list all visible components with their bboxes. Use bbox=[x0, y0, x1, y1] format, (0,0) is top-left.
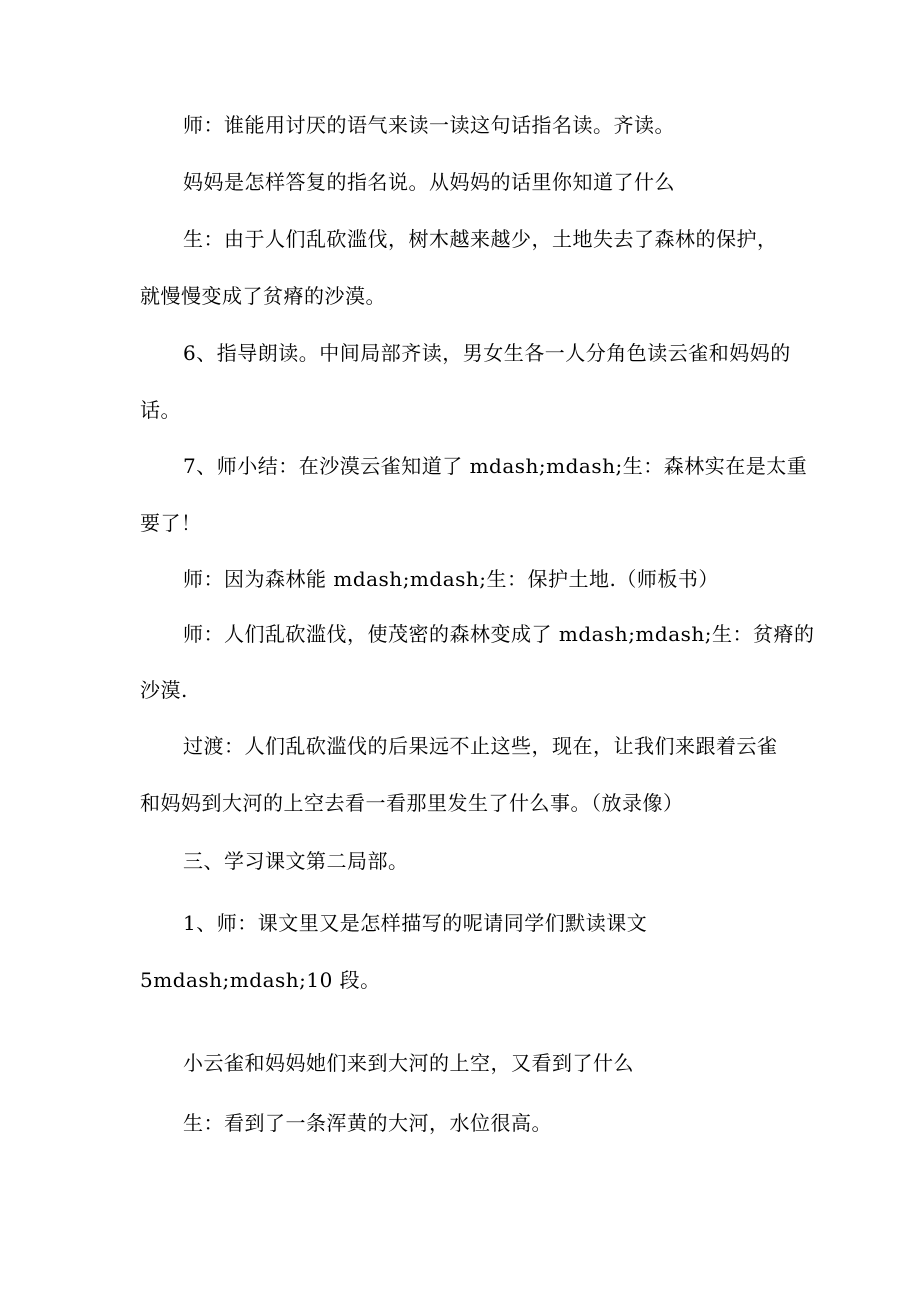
paragraph-line: 和妈妈到大河的上空去看一看那里发生了什么事。（放录像） bbox=[140, 791, 684, 815]
paragraph-line: 生：由于人们乱砍滥伐，树木越来越少，土地失去了森林的保护， bbox=[183, 227, 778, 251]
paragraph-line: 话。 bbox=[140, 398, 181, 422]
paragraph-line: 小云雀和妈妈她们来到大河的上空，又看到了什么 bbox=[183, 1051, 634, 1075]
paragraph-line: 沙漠. bbox=[140, 678, 188, 702]
paragraph-line: 7、师小结：在沙漠云雀知道了 mdash;mdash;生：森林实在是太重 bbox=[183, 454, 808, 478]
paragraph-line: 就慢慢变成了贫瘠的沙漠。 bbox=[140, 284, 386, 308]
paragraph-line: 要了！ bbox=[140, 511, 202, 535]
paragraph-line: 三、学习课文第二局部。 bbox=[183, 849, 409, 873]
paragraph-line: 6、指导朗读。中间局部齐读，男女生各一人分角色读云雀和妈妈的 bbox=[183, 341, 791, 365]
paragraph-line: 师：人们乱砍滥伐，使茂密的森林变成了 mdash;mdash;生：贫瘠的 bbox=[183, 622, 815, 646]
paragraph-line: 师：因为森林能 mdash;mdash;生：保护土地.（师板书） bbox=[183, 567, 719, 591]
paragraph-line: 1、师：课文里又是怎样描写的呢请同学们默读课文 bbox=[183, 911, 648, 935]
paragraph-line: 妈妈是怎样答复的指名说。从妈妈的话里你知道了什么 bbox=[183, 170, 675, 194]
paragraph-line: 生：看到了一条浑黄的大河，水位很高。 bbox=[183, 1111, 552, 1135]
paragraph-line: 过渡：人们乱砍滥伐的后果远不止这些，现在，让我们来跟着云雀 bbox=[183, 734, 778, 758]
paragraph-line: 5mdash;mdash;10 段。 bbox=[140, 968, 381, 992]
paragraph-line: 师：谁能用讨厌的语气来读一读这句话指名读。齐读。 bbox=[183, 113, 675, 137]
